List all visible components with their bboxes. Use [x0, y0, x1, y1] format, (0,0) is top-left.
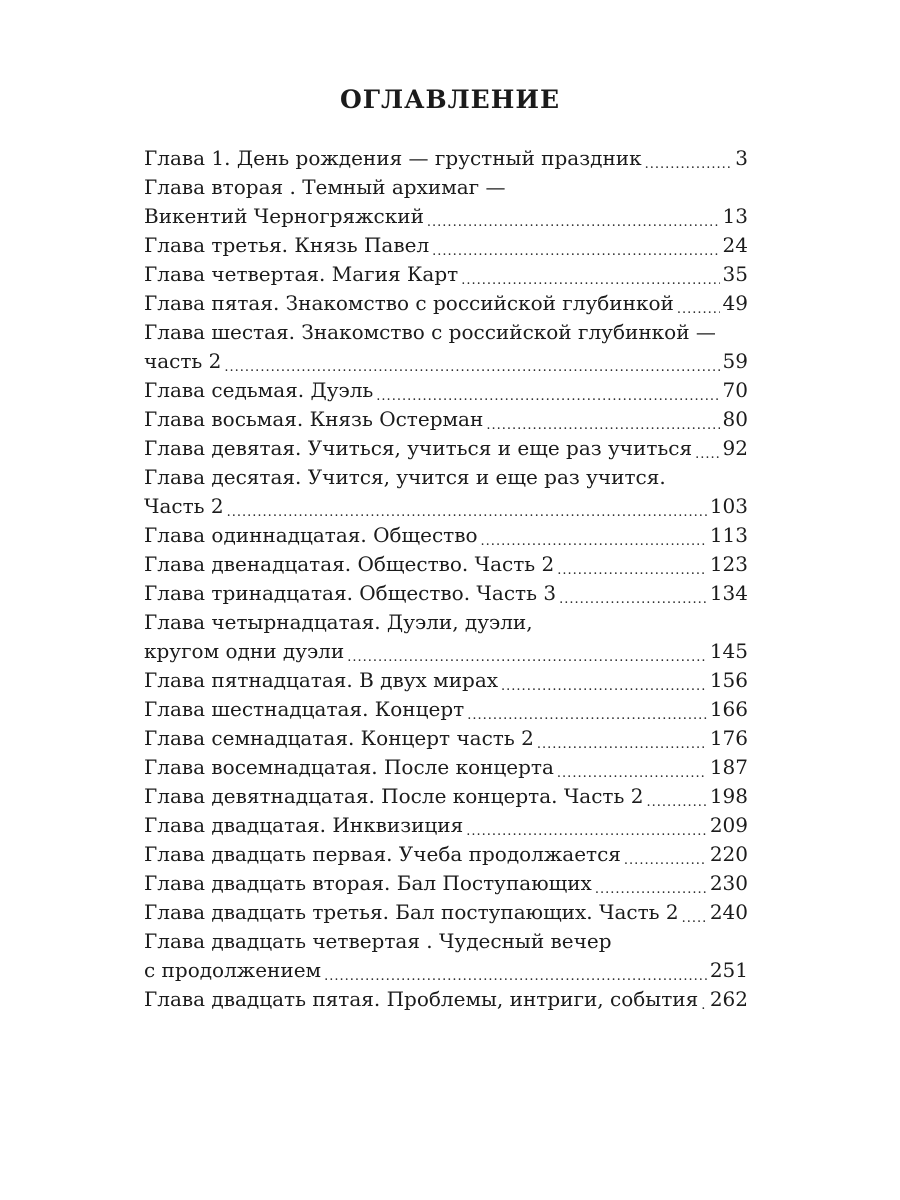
toc-line	[144, 579, 748, 608]
chapter-title: Глава десятая. Учится, учится и еще раз учится.	[144, 465, 666, 489]
page-number: 209	[709, 813, 748, 837]
page-number: 103	[709, 494, 748, 518]
page-number: 262	[709, 987, 748, 1011]
chapter-title: часть 2	[144, 349, 222, 373]
page-number: 176	[709, 726, 748, 750]
page-number: 35	[722, 262, 748, 286]
page-number: 134	[709, 581, 748, 605]
dot-leader	[461, 263, 719, 289]
toc-line	[144, 492, 748, 521]
page-number: 198	[709, 784, 748, 808]
toc-entry	[144, 782, 748, 811]
toc-entry	[144, 753, 748, 782]
dot-leader	[224, 350, 719, 376]
chapter-title: Глава шестая. Знакомство с российской глубинкой —	[144, 320, 716, 344]
toc-line	[144, 985, 748, 1014]
page-number: 59	[722, 349, 748, 373]
toc-line	[144, 463, 748, 492]
toc-line	[144, 260, 748, 289]
chapter-title: Глава двадцать вторая. Бал Поступающих	[144, 871, 592, 895]
dot-leader	[701, 988, 707, 1014]
dot-leader	[481, 524, 707, 550]
toc-entry	[144, 695, 748, 724]
page-number: 187	[709, 755, 748, 779]
dot-leader	[537, 727, 707, 753]
page-number: 230	[709, 871, 748, 895]
chapter-title: Глава 1. День рождения — грустный праздник	[144, 146, 642, 170]
toc-line	[144, 289, 748, 318]
dot-leader	[486, 408, 719, 434]
dot-leader	[466, 814, 707, 840]
dot-leader	[624, 843, 707, 869]
toc-line	[144, 695, 748, 724]
page-title: ОГЛАВЛЕНИЕ	[339, 85, 561, 114]
dot-leader	[645, 147, 733, 173]
toc-line	[144, 173, 748, 202]
chapter-title: Глава девятая. Учиться, учиться и еще раз учиться	[144, 436, 693, 460]
toc-entry	[144, 231, 748, 260]
chapter-title: Глава четырнадцатая. Дуэли, дуэли,	[144, 610, 533, 634]
toc-line	[144, 724, 748, 753]
dot-leader	[559, 582, 707, 608]
page-number: 92	[722, 436, 748, 460]
dot-leader	[467, 698, 707, 724]
toc-entry	[144, 724, 748, 753]
dot-leader	[427, 205, 720, 231]
toc-line	[144, 782, 748, 811]
chapter-title: Глава двадцать пятая. Проблемы, интриги, события	[144, 987, 699, 1011]
dot-leader	[432, 234, 719, 260]
chapter-title: Глава двенадцатая. Общество. Часть 2	[144, 552, 555, 576]
toc-entry	[144, 811, 748, 840]
toc-entry	[144, 405, 748, 434]
toc-entry	[144, 434, 748, 463]
page-number: 156	[709, 668, 748, 692]
page-number: 123	[709, 552, 748, 576]
page-number: 240	[709, 900, 748, 924]
toc-entry	[144, 666, 748, 695]
toc-entry	[144, 463, 748, 521]
dot-leader	[695, 437, 719, 463]
chapter-title: Глава двадцать первая. Учеба продолжается	[144, 842, 621, 866]
chapter-title: Викентий Черногряжский	[144, 204, 424, 228]
toc-entry	[144, 927, 748, 985]
toc-entry	[144, 840, 748, 869]
page-number: 49	[722, 291, 748, 315]
chapter-title: Глава седьмая. Дуэль	[144, 378, 374, 402]
dot-leader	[347, 640, 707, 666]
toc-line	[144, 637, 748, 666]
toc-entry	[144, 898, 748, 927]
dot-leader	[677, 292, 720, 318]
table-of-contents	[144, 144, 748, 1014]
toc-line	[144, 869, 748, 898]
toc-line	[144, 927, 748, 956]
toc-line	[144, 666, 748, 695]
chapter-title: кругом одни дуэли	[144, 639, 345, 663]
toc-line	[144, 144, 748, 173]
toc-entry	[144, 173, 748, 231]
toc-line	[144, 898, 748, 927]
chapter-title: Глава шестнадцатая. Концерт	[144, 697, 465, 721]
toc-line	[144, 405, 748, 434]
toc-line	[144, 347, 748, 376]
chapter-title: Глава вторая . Темный архимаг —	[144, 175, 506, 199]
toc-entry	[144, 579, 748, 608]
chapter-title: Глава семнадцатая. Концерт часть 2	[144, 726, 534, 750]
chapter-title: Глава девятнадцатая. После концерта. Часть 2	[144, 784, 644, 808]
toc-line	[144, 521, 748, 550]
page-number: 220	[709, 842, 748, 866]
page-number: 145	[709, 639, 748, 663]
toc-entry	[144, 289, 748, 318]
chapter-title: с продолжением	[144, 958, 322, 982]
chapter-title: Глава пятнадцатая. В двух мирах	[144, 668, 499, 692]
chapter-title: Глава восемнадцатая. После концерта	[144, 755, 554, 779]
page-number: 3	[735, 146, 748, 170]
toc-line	[144, 318, 748, 347]
page-number: 113	[709, 523, 748, 547]
toc-entry	[144, 608, 748, 666]
page-number: 13	[722, 204, 748, 228]
dot-leader	[557, 756, 707, 782]
page-number: 70	[722, 378, 748, 402]
toc-line	[144, 376, 748, 405]
dot-leader	[595, 872, 707, 898]
page-number: 24	[722, 233, 748, 257]
toc-entry	[144, 985, 748, 1014]
dot-leader	[682, 901, 707, 927]
chapter-title: Глава двадцать четвертая . Чудесный вечер	[144, 929, 612, 953]
chapter-title: Глава двадцатая. Инквизиция	[144, 813, 464, 837]
toc-entry	[144, 144, 748, 173]
chapter-title: Глава пятая. Знакомство с российской глубинкой	[144, 291, 674, 315]
toc-line	[144, 811, 748, 840]
page-number: 251	[709, 958, 748, 982]
toc-entry	[144, 869, 748, 898]
toc-line	[144, 608, 748, 637]
chapter-title: Глава третья. Князь Павел	[144, 233, 430, 257]
dot-leader	[646, 785, 706, 811]
toc-line	[144, 231, 748, 260]
dot-leader	[324, 959, 707, 985]
toc-entry	[144, 550, 748, 579]
toc-line	[144, 550, 748, 579]
toc-entry	[144, 521, 748, 550]
chapter-title: Глава восьмая. Князь Остерман	[144, 407, 484, 431]
toc-line	[144, 753, 748, 782]
toc-entry	[144, 376, 748, 405]
toc-line	[144, 840, 748, 869]
chapter-title: Глава тринадцатая. Общество. Часть 3	[144, 581, 557, 605]
chapter-title: Глава четвертая. Магия Карт	[144, 262, 459, 286]
dot-leader	[376, 379, 719, 405]
chapter-title: Глава одиннадцатая. Общество	[144, 523, 478, 547]
dot-leader	[501, 669, 707, 695]
chapter-title: Глава двадцать третья. Бал поступающих. Часть 2	[144, 900, 679, 924]
dot-leader	[557, 553, 707, 579]
toc-entry	[144, 260, 748, 289]
dot-leader	[227, 495, 707, 521]
toc-entry	[144, 318, 748, 376]
toc-line	[144, 956, 748, 985]
chapter-title: Часть 2	[144, 494, 224, 518]
page-number: 166	[709, 697, 748, 721]
toc-line	[144, 434, 748, 463]
toc-line	[144, 202, 748, 231]
page-number: 80	[722, 407, 748, 431]
